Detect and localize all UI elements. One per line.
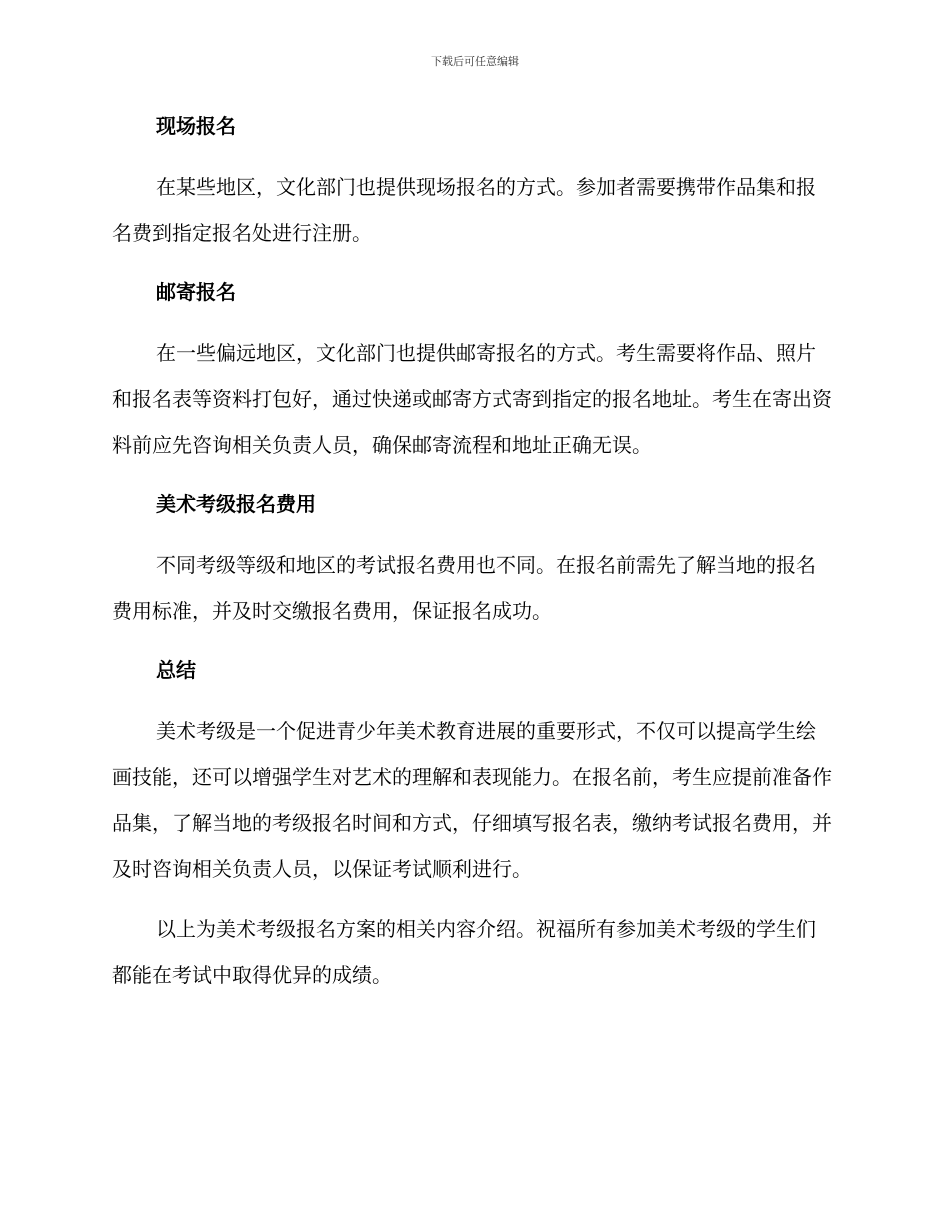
document-body (112, 112, 832, 998)
paragraph-fees: 不同考级等级和地区的考试报名费用也不同。在报名前需先了解当地的报名费用标准，并及时交缴报名费用，保证报名成功。 (112, 553, 816, 623)
paragraph-closing: 以上为美术考级报名方案的相关内容介绍。祝福所有参加美术考级的学生们都能在考试中取得优异的成绩。 (112, 917, 816, 987)
page-header: 下载后可任意编辑 (431, 55, 519, 68)
section-heading-onsite: 现场报名 (156, 114, 236, 138)
section-heading-summary: 总结 (156, 658, 196, 682)
paragraph-onsite: 在某些地区，文化部门也提供现场报名的方式。参加者需要携带作品集和报名费到指定报名处进行注册。 (112, 175, 816, 245)
paragraph-mail: 在一些偏远地区，文化部门也提供邮寄报名的方式。考生需要将作品、照片和报名表等资料打包好，通过快递或邮寄方式寄到指定的报名地址。考生在寄出资料前应先咨询相关负责人员，确保邮寄流程和地址正确无误。 (112, 341, 832, 457)
paragraph-summary: 美术考级是一个促进青少年美术教育进展的重要形式，不仅可以提高学生绘画技能，还可以增强学生对艺术的理解和表现能力。在报名前，考生应提前准备作品集，了解当地的考级报名时间和方式，仔细填写报名表，缴纳考试报名费用，并及时咨询相关负责人员，以保证考试顺利进行。 (112, 719, 832, 881)
section-heading-mail: 邮寄报名 (156, 280, 236, 304)
section-heading-fees: 美术考级报名费用 (156, 492, 316, 516)
